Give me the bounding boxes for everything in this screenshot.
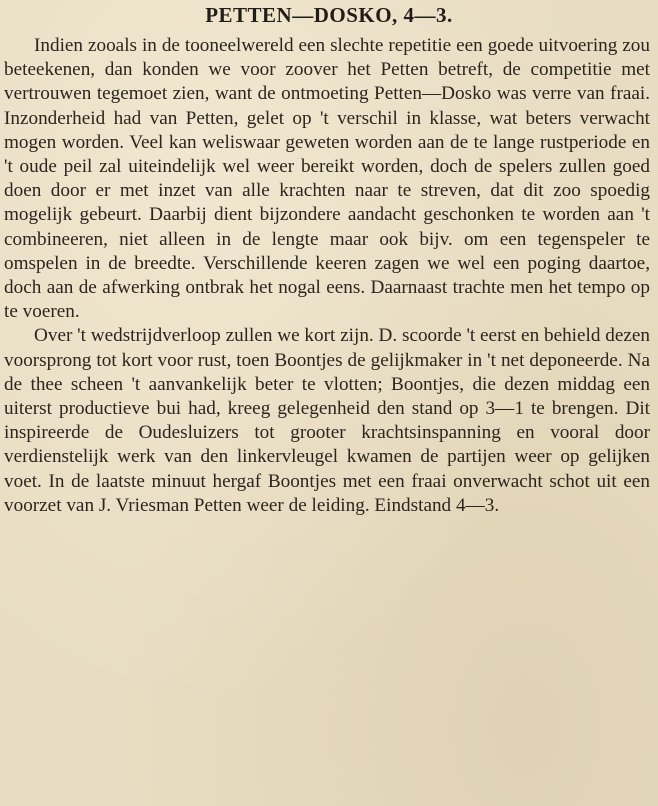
article-headline: PETTEN—DOSKO, 4—3. <box>205 3 453 27</box>
article-paragraph-2: Over 't wedstrijdverloop zullen we kort zijn. D. scoorde 't eerst en behield dezen voorsprong tot kort voor rust, toen Boontjes de gelijkmaker in 't net deponeerde. Na de thee scheen 't aanvankelijk beter te vlotten; Boontjes, die dezen middag een uiterst productieve bui had, kreeg gelegenheid den stand op 3—1 te brengen. Dit inspireerde de Oudesluizers tot grooter krachtsinspanning en vooral door verdienstelijk werk van den linkervleugel kwamen de partijen weer op gelijken voet. In de laatste minuut hergaf Boontjes met een fraai onverwacht schot uit een voorzet van J. Vriesman Petten weer de leiding. Eindstand 4—3. <box>4 325 650 516</box>
article-body <box>4 34 650 518</box>
article-paragraph-1: Indien zooals in de tooneelwereld een slechte repetitie een goede uitvoering zou beteekenen, dan konden we voor zoover het Petten betreft, de competitie met vertrouwen tegemoet zien, want de ontmoeting Petten—Dosko was verre van fraai. Inzonderheid had van Petten, gelet op 't verschil in klasse, wat beters verwacht mogen worden. Veel kan weliswaar geweten worden aan de te lange rustperiode en 't oude peil zal uiteindelijk wel weer bereikt worden, doch de spelers zullen goed doen door er met inzet van alle krachten naar te streven, dat dit zoo spoedig mogelijk gebeurt. Daarbij dient bijzondere aandacht geschonken te worden aan 't combineeren, niet alleen in de lengte maar ook bijv. om een tegenspeler te omspelen in de breedte. Verschillende keeren zagen we wel een poging daartoe, doch aan de afwerking ontbrak het nogal eens. Daarnaast trachte men het tempo op te voeren. <box>4 35 650 323</box>
